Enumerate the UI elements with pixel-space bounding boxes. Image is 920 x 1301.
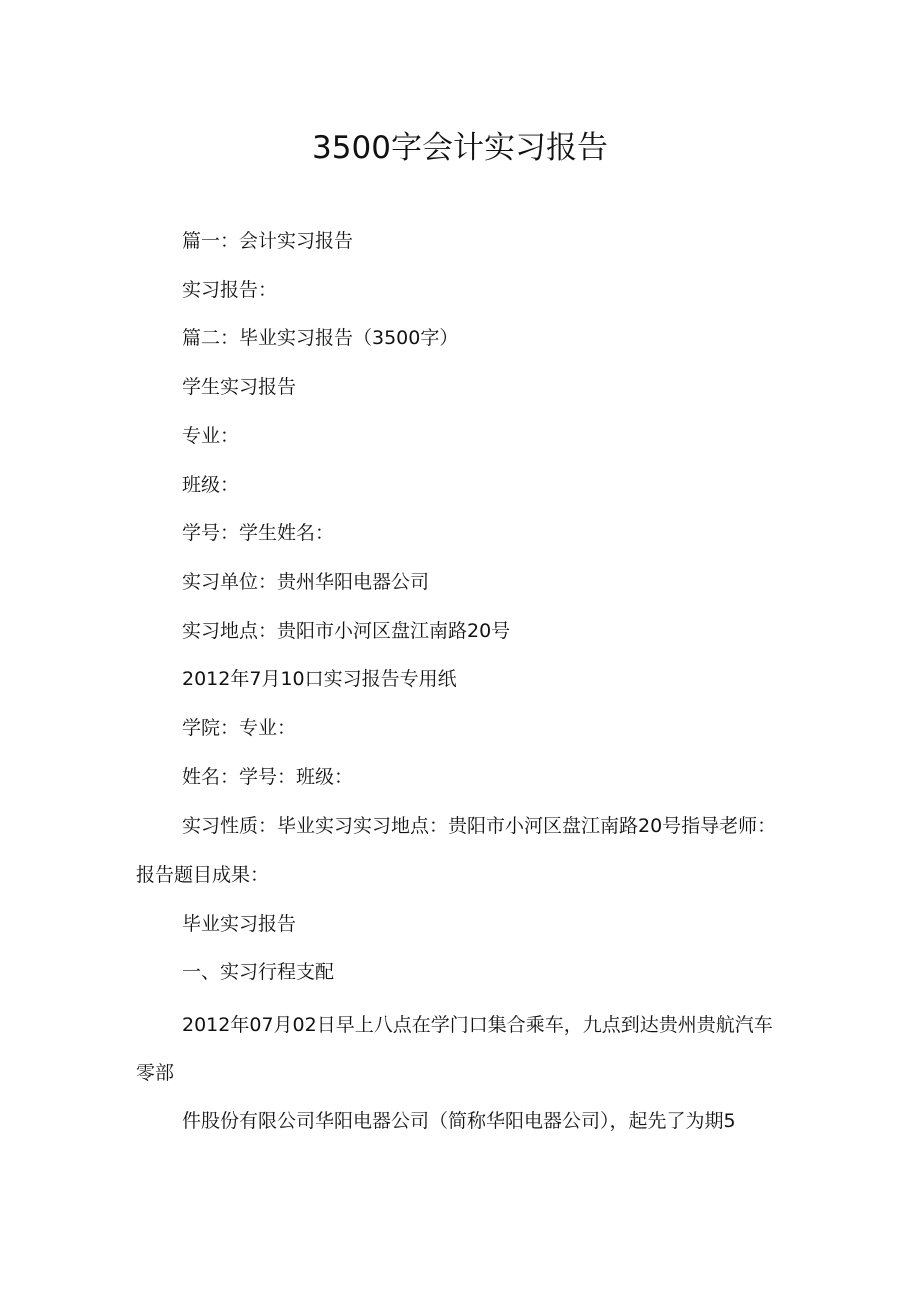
text-line: 篇一：会计实习报告 (182, 230, 354, 252)
text-line: 实习报告： (182, 279, 278, 301)
text-line: 专业： (182, 425, 240, 447)
text-line: 一、实习行程支配 (182, 961, 335, 983)
text-line: 毕业实习报告 (182, 913, 297, 935)
text-line: 实习性质：毕业实习实习地点：贵阳市小河区盘江南路20号指导老师： (182, 815, 777, 837)
text-line: 实习单位：贵州华阳电器公司 (182, 571, 430, 593)
document-title: 3500字会计实习报告 (312, 130, 608, 166)
text-line: 学院：专业： (182, 717, 297, 739)
text-line: 2012年07月02日早上八点在学门口集合乘车，九点到达贵州贵航汽车 (182, 1014, 773, 1036)
text-line: 篇二：毕业实习报告（3500字） (182, 327, 459, 349)
text-line: 学生实习报告 (182, 376, 297, 398)
text-line: 实习地点：贵阳市小河区盘江南路20号 (182, 620, 511, 642)
text-line: 零部 (136, 1062, 175, 1084)
text-line: 学号：学生姓名： (182, 522, 335, 544)
text-line: 件股份有限公司华阳电器公司（简称华阳电器公司），起先了为期5 (182, 1110, 736, 1132)
text-line: 2012年7月10口实习报告专用纸 (182, 668, 457, 690)
text-line: 姓名：学号：班级： (182, 766, 354, 788)
text-line: 报告题目成果： (136, 864, 270, 886)
text-line: 班级： (182, 474, 240, 496)
